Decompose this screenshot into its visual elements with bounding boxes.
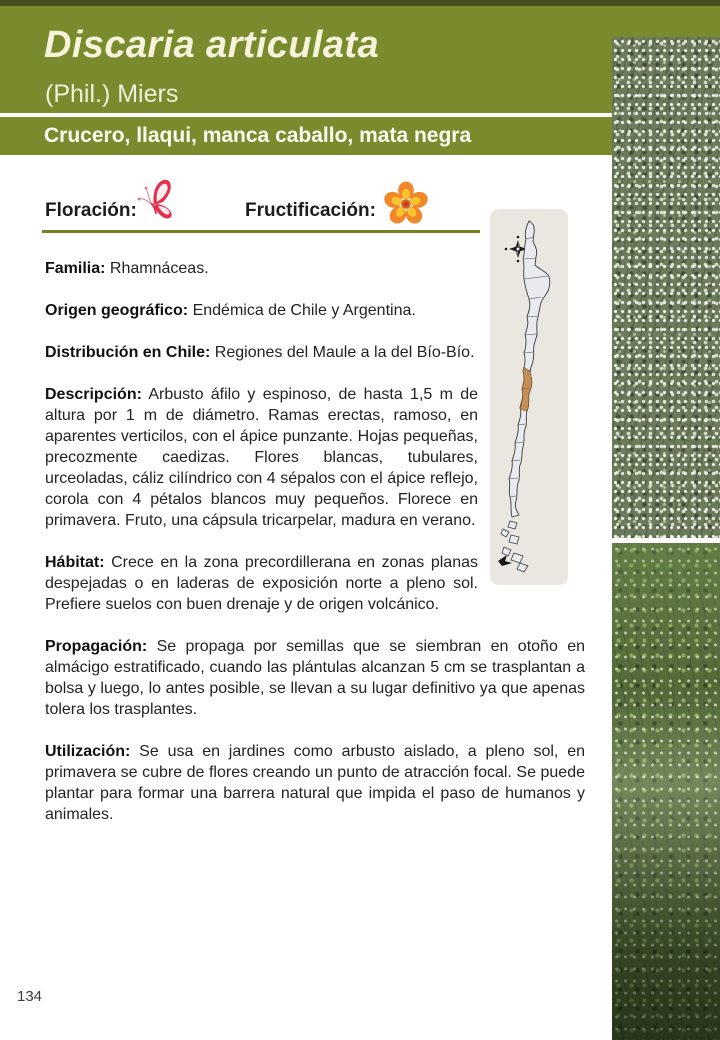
map-highlight-region — [520, 367, 532, 411]
section-origen — [45, 300, 478, 321]
header-top-right-band — [600, 0, 720, 40]
section-label: Origen geográfico: — [45, 302, 189, 319]
butterfly-icon — [136, 175, 180, 227]
section-divider-rule — [42, 230, 480, 233]
section-label: Familia: — [45, 260, 106, 277]
section-text: Se usa en jardines como arbusto aislado, a pleno sol, en primavera se cubre de flores creando un punto de atracción focal. Se puede plantar para formar una barrera natural que impida el paso de humanos y animales. — [45, 743, 585, 823]
common-names: Crucero, llaqui, manca caballo, mata negra — [44, 124, 472, 147]
chile-map-graphic — [490, 209, 568, 585]
section-text: Arbusto áfilo y espinoso, de hasta 1,5 m de altura por 1 m de diámetro. Ramas erectas, ramoso, en aparentes verticilos, con el ápice punzante. Hojas pequeñas, precozmente caedizas. Flores blancas, tubulares, urceoladas, cáliz cilíndrico con 4 sépalos con el ápice reflejo, corola con 4 pétalos blancos muy pequeños. Florece en primavera. Fruto, una cápsula tricarpelar, madura en verano. — [45, 386, 479, 529]
plant-photo-flowering-shrub — [612, 37, 720, 538]
map-south-arrow — [498, 555, 512, 566]
section-text: Se propaga por semillas que se siembran en otoño en almácigo estratificado, cuando las plántulas alcanzan 5 cm se trasplantan a bolsa y luego, lo antes posible, se llevan a su lugar definitivo ya que apenas tolera los trasplantes. — [45, 638, 585, 718]
species-header — [0, 0, 612, 155]
section-utilizacion — [45, 741, 585, 825]
plant-photo-habitat — [612, 543, 720, 1040]
fruiting-label: Fructificación: — [245, 200, 376, 221]
section-label: Utilización: — [45, 743, 131, 760]
section-label: Descripción: — [45, 386, 142, 403]
top-edge-strip — [0, 0, 720, 6]
flowering-label: Floración: — [45, 200, 137, 221]
chile-distribution-map — [490, 209, 568, 585]
section-descripcion — [45, 384, 478, 531]
page-title: Discaria articulata — [44, 24, 379, 66]
header-divider — [0, 113, 612, 117]
section-habitat — [45, 552, 478, 615]
section-text: Regiones del Maule a la del Bío-Bío. — [214, 344, 475, 361]
section-label: Distribución en Chile: — [45, 344, 211, 361]
flower-icon — [383, 181, 429, 227]
section-text: Crece en la zona precordillerana en zonas planas despejadas o en laderas de exposición norte a pleno sol. Prefiere suelos con buen drenaje y de origen volcánico. — [45, 554, 478, 613]
section-text: Rhamnáceas. — [109, 260, 209, 277]
section-familia — [45, 258, 478, 279]
page-number: 134 — [17, 988, 43, 1005]
section-label: Propagación: — [45, 638, 148, 655]
section-label: Hábitat: — [45, 554, 105, 571]
species-author: (Phil.) Miers — [45, 80, 179, 108]
section-propagacion — [45, 636, 585, 720]
section-distribucion — [45, 342, 478, 363]
section-text: Endémica de Chile y Argentina. — [192, 302, 416, 319]
photo-divider — [612, 538, 720, 543]
